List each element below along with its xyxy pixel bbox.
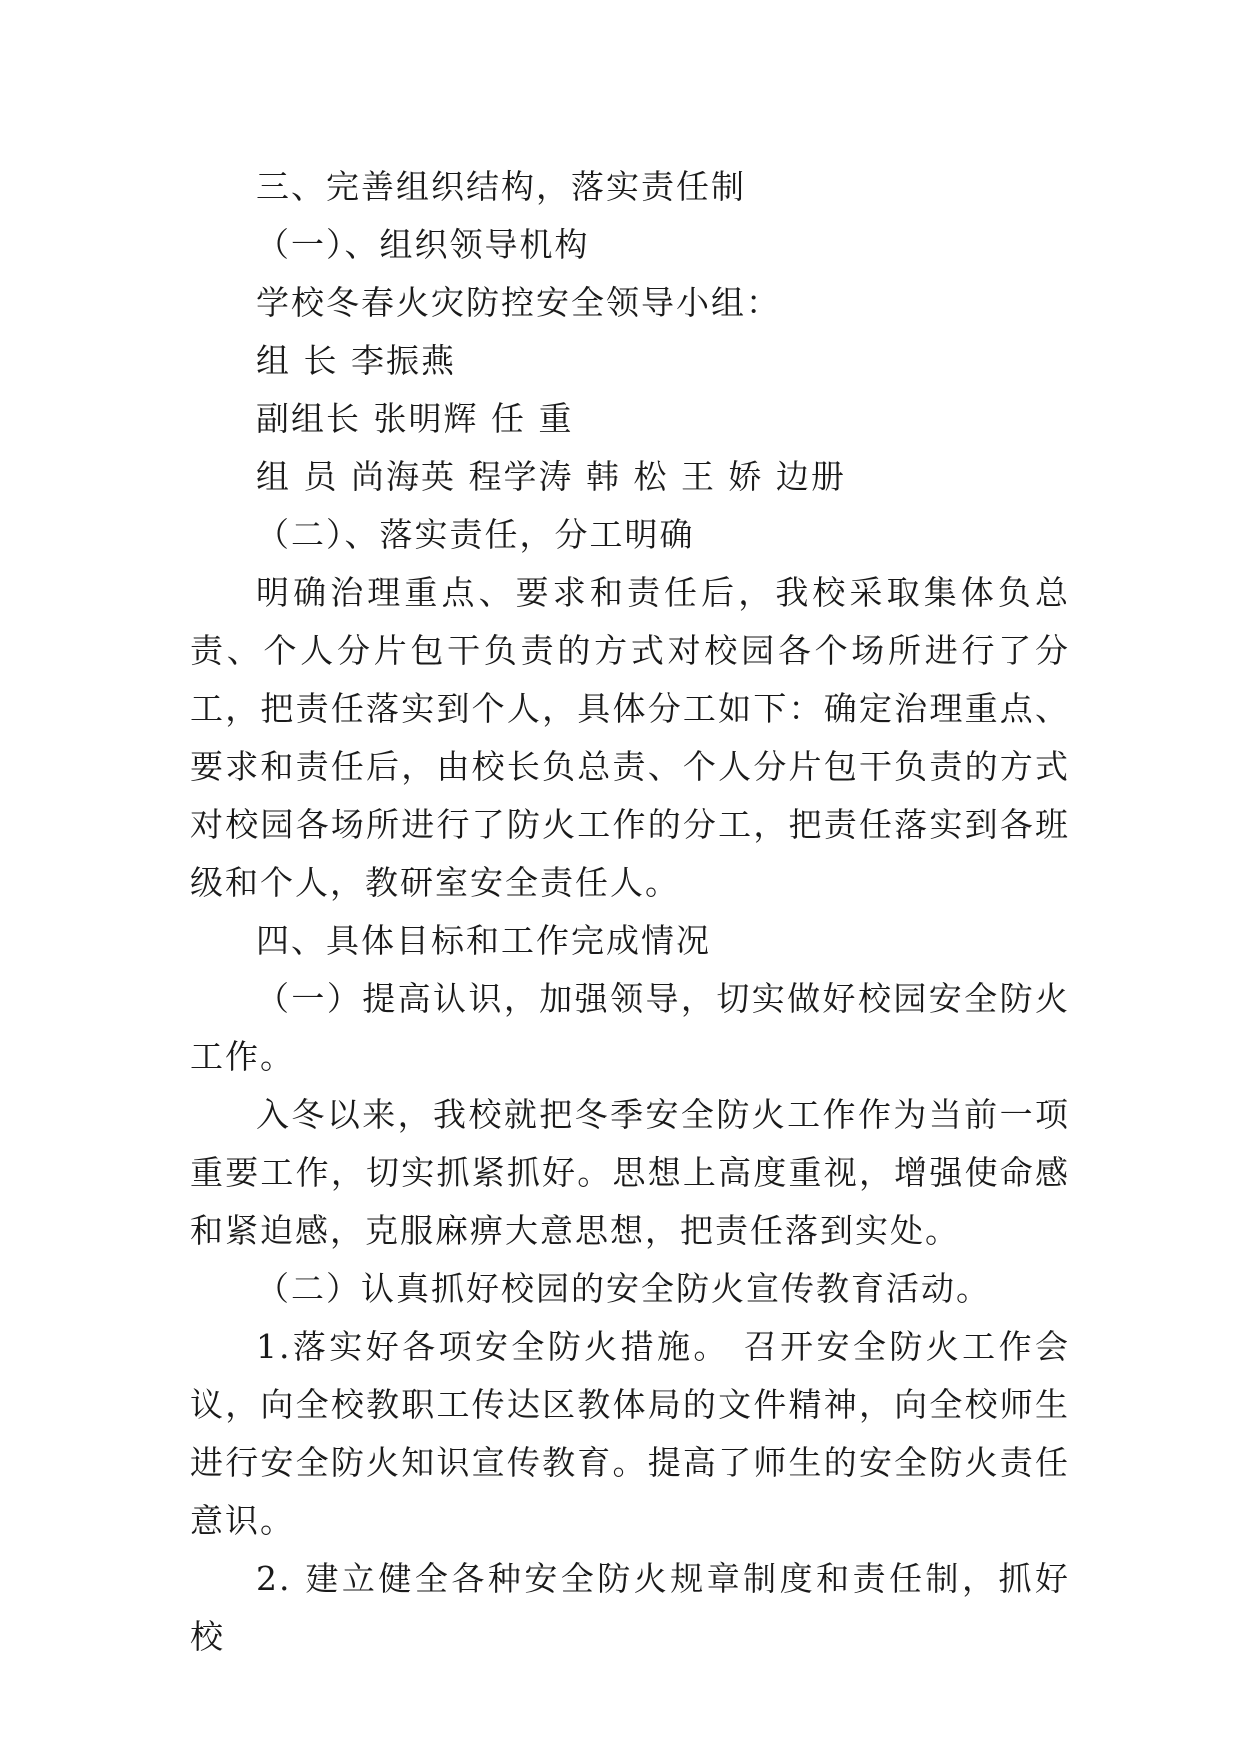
subheading-awareness: （一）提高认识，加强领导，切实做好校园安全防火工作。: [190, 979, 1070, 1076]
winter-work-paragraph: 入冬以来，我校就把冬季安全防火工作作为当前一项重要工作，切实抓紧抓好。思想上高度重视，增强使命感和紧迫感，克服麻痹大意思想，把责任落到实处。: [190, 1095, 1070, 1250]
section-heading-3: 三、完善组织结构，落实责任制: [256, 167, 746, 206]
document-body: [190, 158, 1070, 1666]
subheading-education: （二）认真抓好校园的安全防火宣传教育活动。: [256, 1269, 991, 1308]
section-heading-4: 四、具体目标和工作完成情况: [256, 921, 711, 960]
group-leader-line: 组 长 李振燕: [256, 341, 456, 380]
subheading-organization: （一）、组织领导机构: [256, 225, 590, 264]
rules-paragraph: 2. 建立健全各种安全防火规章制度和责任制，抓好校: [190, 1559, 1070, 1656]
subheading-responsibility: （二）、落实责任，分工明确: [256, 515, 695, 554]
leadership-group-title: 学校冬春火灾防控安全领导小组：: [256, 283, 781, 322]
measures-paragraph: 1.落实好各项安全防火措施。 召开安全防火工作会议，向全校教职工传达区教体局的文件精神，向全校师生进行安全防火知识宣传教育。提高了师生的安全防火责任意识。: [190, 1327, 1070, 1540]
deputy-leader-line: 副组长 张明辉 任 重: [256, 399, 574, 438]
group-members-line: 组 员 尚海英 程学涛 韩 松 王 娇 边册: [256, 457, 846, 496]
responsibility-paragraph: 明确治理重点、要求和责任后，我校采取集体负总责、个人分片包干负责的方式对校园各个场所进行了分工，把责任落实到个人，具体分工如下：确定治理重点、要求和责任后，由校长负总责、个人分片包干负责的方式对校园各场所进行了防火工作的分工，把责任落实到各班级和个人，教研室安全责任人。: [190, 573, 1070, 902]
